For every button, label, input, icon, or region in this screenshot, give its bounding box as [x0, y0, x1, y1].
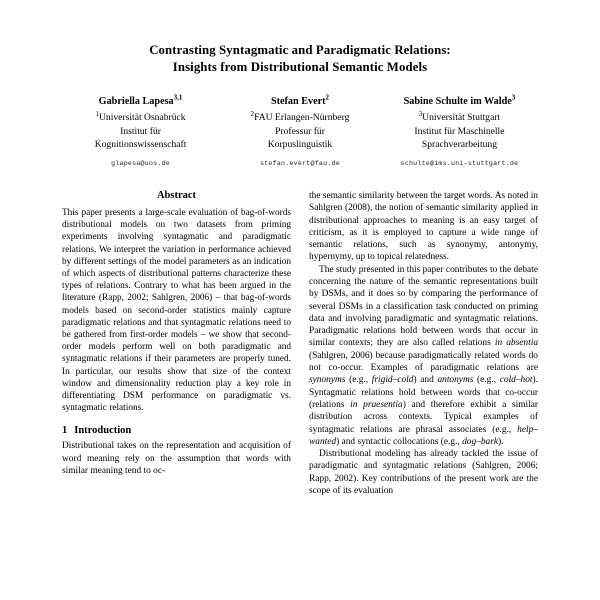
author-affiliation [381, 111, 538, 151]
right-paragraph-1: the semantic similarity between the target words. As noted in Sahlgren (2008), the notion of semantic similarity applied in distributional approaches to meaning is an easy target of criticism, as it is employed to capture a wide range of semantic relations, such as synonymy, antonymy, hypernymy, up to topical relatedness. [309, 190, 538, 263]
left-column [62, 190, 291, 497]
author-email[interactable]: schulte@ims.uni-stuttgart.de [400, 160, 519, 168]
right-paragraph-3: Distributional modeling has already tackled the issue of paradigmatic and syntagmatic relations (Sahlgren, 2006; Rapp, 2002). Key contributions of the present work are the scope of its evaluation [309, 449, 538, 497]
p2-italic-1: in absentia [494, 338, 539, 349]
author-list [62, 95, 538, 171]
author-name-text: Stefan Evert [270, 96, 326, 107]
p2-seg-9: ). [498, 436, 504, 447]
p2-italic-5: cold–hot [499, 375, 533, 386]
right-column [309, 190, 538, 497]
author-affil-marker: 3 [511, 93, 516, 102]
p2-seg-7: ) and therefore exhibit a similar distribution across contexts. Typical examples of syntagmatic relations are phrasal associates (e.g., [309, 399, 539, 435]
p2-italic-7: help–wanted [309, 424, 538, 447]
p2-italic-4: antonyms [437, 375, 474, 386]
affiliation-marker: 2 [250, 109, 255, 118]
p2-italic-2: synonyms [309, 375, 346, 386]
author-email[interactable]: glapesa@uos.de [111, 160, 170, 168]
affiliation-line-2: Institut für [120, 125, 161, 137]
affiliation-line-3: Kognitionswissenschaft [94, 138, 187, 150]
right-paragraph-2 [309, 264, 538, 448]
affiliation-line-1: Universität Stuttgart [422, 112, 501, 124]
author-block [221, 95, 378, 171]
page-title [62, 42, 538, 75]
section-title: Introduction [74, 425, 132, 437]
author-name [221, 95, 378, 109]
intro-paragraph-1: Distributional takes on the representation and acquisition of word meaning rely on the assumption that words with similar meaning tend to oc- [62, 441, 291, 476]
title-line-1: Contrasting Syntagmatic and Paradigmatic Relations: [149, 43, 451, 57]
affiliation-line-3: Korpuslinguistik [267, 138, 333, 150]
p2-seg-2: (Sahlgren, 2006) because paradigmatically related words do not co-occur. Examples of paradigmatic relations are [309, 350, 538, 374]
body-columns [62, 190, 538, 497]
author-name-text: Sabine Schulte im Walde [403, 96, 512, 107]
p2-italic-6: in praesentia [350, 399, 403, 410]
author-affil-marker: 2 [325, 93, 330, 102]
p2-seg-4: ) and [413, 375, 438, 386]
p2-seg-5: (e.g., [473, 375, 500, 386]
affiliation-marker: 3 [418, 109, 423, 118]
affiliation-line-2: Professur für [275, 125, 325, 137]
affiliation-line-2: Institut für Maschinelle [414, 125, 505, 137]
p2-seg-1: The study presented in this paper contributes to the debate concerning the nature of the semantic representations built by DSMs, and it does so by comparing the performance of several DSMs in a classification task conducted on priming data and involving paradigmatic and syntagmatic relations. Paradigmatic relations hold between words that occur in similar contexts; they are also called relations [309, 264, 538, 349]
p2-italic-8: dog–bark [462, 436, 499, 447]
p2-seg-6: ). Syntagmatic relations hold between words that co-occur (relations [309, 375, 538, 410]
p2-italic-3: frigid–cold [371, 375, 414, 386]
author-name-text: Gabriella Lapesa [98, 96, 174, 107]
section-heading-introduction [62, 425, 291, 436]
author-block [62, 95, 219, 171]
author-name [381, 95, 538, 109]
author-affiliation [221, 111, 378, 151]
abstract-text: This paper presents a large-scale evaluation of bag-of-words distributional models on two datasets from priming experiments involving syntagmatic and paradigmatic relations. We interpret the variation in performance achieved by different settings of the model parameters as an indication of which aspects of distributional patterns characterize these types of relations. Contrary to what has been argued in the literature (Rapp, 2002; Sahlgren, 2006) – that bag-of-words models based on second-order statistics mainly capture paradigmatic relations and that syntagmatic relations need to be gathered from first-order models – we show that second-order models perform well on both paradigmatic and syntagmatic relations if their parameters are properly tuned. In particular, our results show that size of the context window and dimensionality reduction play a key role in differentiating DSM performance on paradigmatic vs. syntagmatic relations. [62, 207, 291, 414]
affiliation-line-1: Universität Osnabrück [98, 112, 186, 124]
author-name [62, 95, 219, 109]
title-line-2: Insights from Distributional Semantic Models [172, 59, 428, 74]
abstract-heading: Abstract [156, 189, 197, 201]
section-number: 1 [62, 425, 68, 437]
p2-seg-3: (e.g., [345, 375, 372, 386]
author-email[interactable]: stefan.evert@fau.de [260, 160, 340, 168]
p2-seg-8: ) and syntactic collocations (e.g., [336, 436, 463, 447]
author-affiliation [62, 111, 219, 151]
affiliation-marker: 1 [95, 109, 99, 118]
affiliation-line-1: FAU Erlangen-Nürnberg [254, 112, 350, 124]
author-affil-marker: 3,1 [173, 93, 183, 102]
author-block [381, 95, 538, 171]
affiliation-line-3: Sprachverarbeitung [421, 138, 497, 150]
